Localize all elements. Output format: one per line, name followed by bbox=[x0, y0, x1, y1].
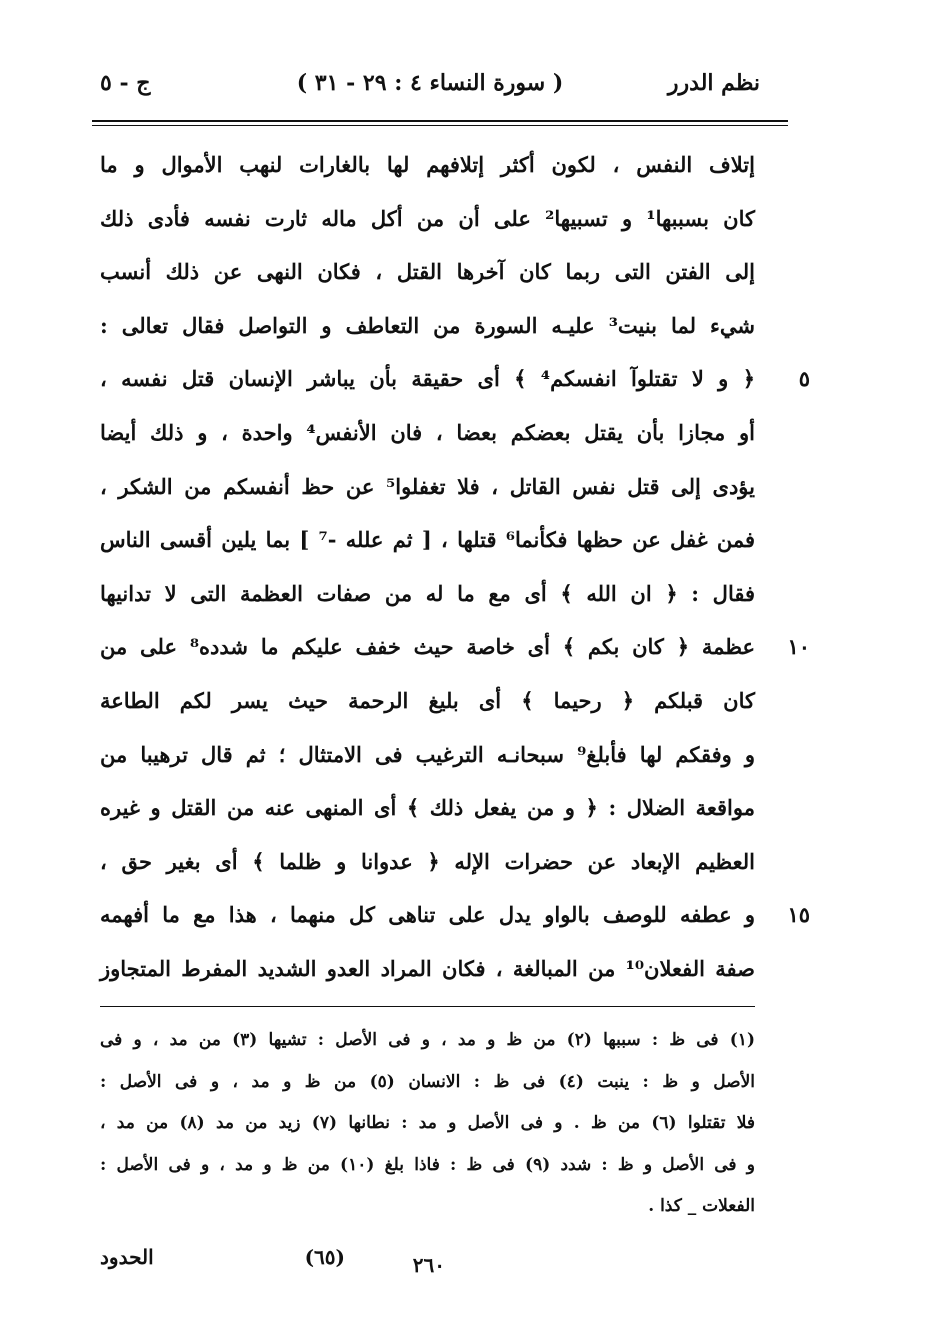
body-line-text: فقال : ﴿ ان الله ﴾ أى مع ما له من صفات العظمة التى لا تدانيها bbox=[100, 580, 755, 606]
body-line bbox=[100, 138, 755, 192]
body-line-text: كان بسببها¹ و تسبيها² على أن من أكل ماله ثارت نفسه فأدى ذلك bbox=[100, 205, 755, 231]
footnote-line: الفعلات _ كذا . bbox=[648, 1196, 755, 1216]
body-line bbox=[100, 299, 755, 353]
header-rule-thin bbox=[92, 125, 788, 126]
body-line-text: كان قبلكم ﴿ رحيما ﴾ أى بليغ الرحمة حيث يسر لكم الطاعة bbox=[100, 687, 755, 713]
footnote-rule bbox=[100, 1006, 755, 1007]
body-line bbox=[100, 620, 810, 674]
signature-mark: (٦٥) bbox=[304, 1245, 345, 1269]
body-line-text: مواقعة الضلال : ﴿ و من يفعل ذلك ﴾ أى المنهى عنه من القتل و غيره bbox=[100, 795, 755, 821]
catchword: الحدود bbox=[100, 1245, 154, 1269]
line-number: ١٥ bbox=[787, 902, 810, 928]
body-line bbox=[100, 245, 755, 299]
footnote-line: و فى الأصل و ظ : شدد (٩) فى ظ : فاذا بلغ (١٠) من ظ و مد ، و فى الأصل : bbox=[100, 1154, 755, 1175]
line-number: ١٠ bbox=[787, 634, 810, 660]
body-line bbox=[100, 406, 755, 460]
footnote-line: فلا تقتلوا (٦) من ظ . و فى الأصل و مد : نطانها (٧) زيد من مد (٨) من مد ، bbox=[100, 1113, 756, 1133]
body-line bbox=[100, 674, 755, 728]
body-text bbox=[100, 138, 810, 996]
body-line bbox=[100, 728, 755, 782]
footnote-line: الأصل و ظ : ينبت (٤) فى ظ : الانسان (٥) من ظ و مد ، و فى الأصل : bbox=[100, 1071, 756, 1092]
surah-reference: ( سورة النساء ٤ : ٢٩ - ٣١ ) bbox=[296, 70, 564, 96]
body-line bbox=[100, 781, 755, 835]
body-line bbox=[100, 192, 755, 246]
body-line-text: ﴿ و لا تقتلوآ انفسكم⁴ ﴾ أى حقيقة بأن يباشر الإنسان قتل نفسه ، bbox=[100, 366, 755, 392]
body-line-text: صفة الفعلان¹⁰ من المبالغة ، فكان المراد العدو الشديد المفرط المتجاوز bbox=[100, 955, 755, 981]
book-title: نظم الدرر bbox=[667, 70, 760, 96]
footnote-line: (١) فى ظ : سببها (٢) من ظ و مد ، و فى الأصل : تشيها (٣) من مد ، و فى bbox=[100, 1030, 755, 1050]
body-line-text: أو مجازا بأن يقتل بعضكم بعضا ، فان الأنفس⁴ واحدة ، و ذلك أيضا bbox=[100, 419, 755, 445]
body-line-text: يؤدى إلى قتل نفس القاتل ، فلا تغفلوا⁵ عن حظ أنفسكم من الشكر ، bbox=[100, 473, 756, 499]
body-line-text: و وفقكم لها فأبلغ⁹ سبحانـه الترغيب فى الامتثال ؛ ثم قال ترهيبا من bbox=[100, 741, 755, 767]
body-line-text: عظمة ﴿ كان بكم ﴾ أى خاصة حيث خفف عليكم ما شدده⁸ على من bbox=[100, 634, 755, 660]
footnotes bbox=[100, 1020, 755, 1228]
body-line bbox=[100, 460, 755, 514]
page-footer bbox=[100, 1245, 755, 1285]
body-line-text: فمن غفل عن حظها فكأنما⁶ قتلها ، [ ثم علله -⁷ ] بما يلين أقسى الناس bbox=[100, 527, 755, 553]
body-line-text: و عطفه للوصف بالواو يدل على تناهى كل منهما ، هذا مع ما أفهمه bbox=[100, 902, 755, 928]
body-line-text: إلى الفتن التى ربما كان آخرها القتل ، فكان النهى عن ذلك أنسب bbox=[100, 259, 755, 285]
body-line-text: إتلاف النفس ، لكون أكثر إتلافهم لها بالغارات لنهب الأموال و ما bbox=[100, 152, 755, 177]
body-line bbox=[100, 835, 755, 889]
volume-number: ج - ٥ bbox=[100, 70, 151, 96]
body-line bbox=[100, 513, 755, 567]
body-line bbox=[100, 567, 755, 621]
page-header bbox=[100, 70, 760, 110]
line-number: ٥ bbox=[798, 366, 810, 392]
page-number: ٢٦٠ bbox=[412, 1253, 445, 1277]
header-rule bbox=[92, 120, 788, 122]
body-line bbox=[100, 352, 810, 406]
body-line-text: شيء لما بنيت³ عليـه السورة من التعاطف و التواصل فقال تعالى : bbox=[100, 312, 755, 338]
body-line-text: العظيم الإبعاد عن حضرات الإله ﴿ عدوانا و ظلما ﴾ أى بغير حق ، bbox=[100, 848, 755, 874]
body-line bbox=[100, 888, 810, 942]
body-line bbox=[100, 942, 755, 996]
